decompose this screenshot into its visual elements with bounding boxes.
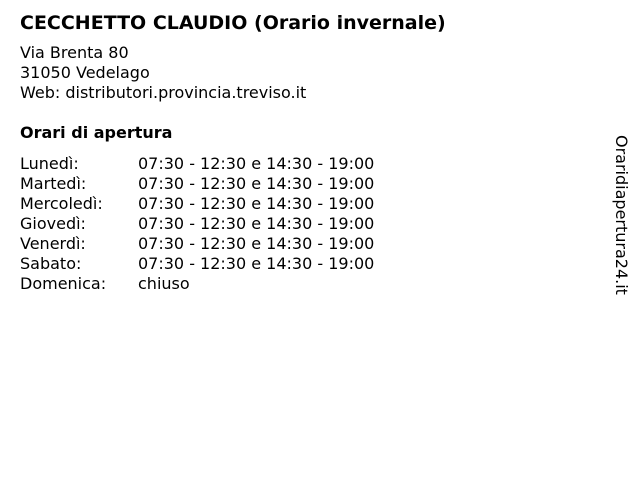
time-range: 07:30 - 12:30 e 14:30 - 19:00	[138, 214, 375, 233]
day-label: Giovedì:	[20, 214, 86, 233]
day-label: Martedì:	[20, 174, 87, 193]
watermark-text: Oraridiapertura24.it	[612, 135, 631, 295]
address-block	[20, 43, 306, 103]
time-range: 07:30 - 12:30 e 14:30 - 19:00	[138, 254, 375, 273]
time-range: 07:30 - 12:30 e 14:30 - 19:00	[138, 234, 375, 253]
opening-hours-heading: Orari di apertura	[20, 123, 173, 142]
city-address: 31050 Vedelago	[20, 63, 150, 82]
time-range: 07:30 - 12:30 e 14:30 - 19:00	[138, 174, 375, 193]
website-line: Web: distributori.provincia.treviso.it	[20, 83, 307, 102]
day-label: Mercoledì:	[20, 194, 103, 213]
day-label: Venerdì:	[20, 234, 86, 253]
day-label: Lunedì:	[20, 154, 79, 173]
time-range: 07:30 - 12:30 e 14:30 - 19:00	[138, 154, 375, 173]
site-watermark	[610, 135, 634, 310]
day-label: Domenica:	[20, 274, 107, 293]
time-range: chiuso	[138, 274, 190, 293]
page-title: CECCHETTO CLAUDIO (Orario invernale)	[20, 12, 446, 34]
time-range: 07:30 - 12:30 e 14:30 - 19:00	[138, 194, 375, 213]
day-label: Sabato:	[20, 254, 82, 273]
street-address: Via Brenta 80	[20, 43, 129, 62]
